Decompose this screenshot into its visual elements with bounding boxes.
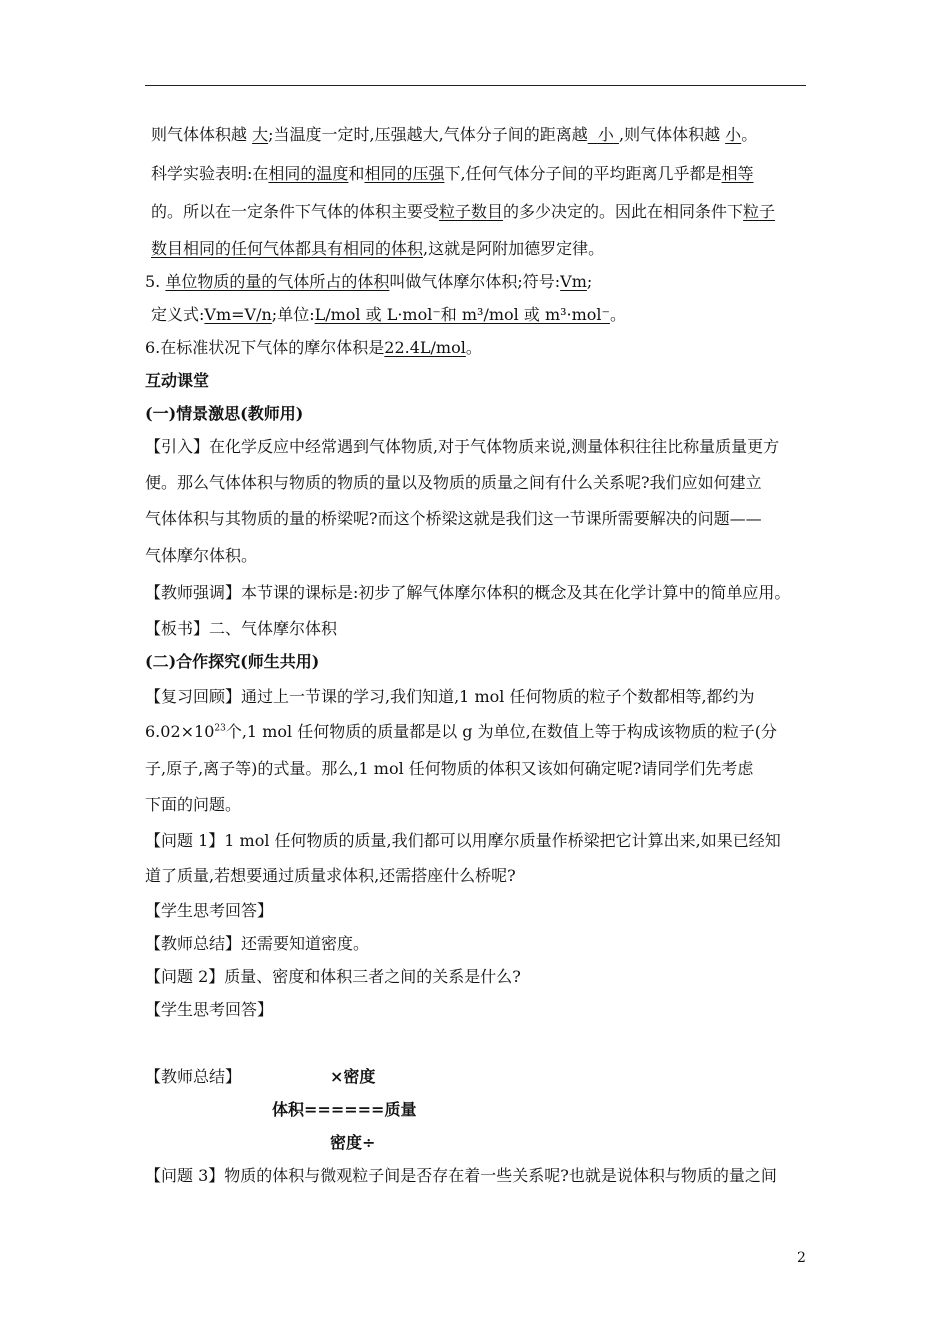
text-line-15: 【板书】二、气体摩尔体积 — [145, 619, 338, 638]
text-line-14: 【教师强调】本节课的课标是:初步了解气体摩尔体积的概念及其在化学计算中的简单应用。 — [145, 583, 791, 602]
text-line-19: 子,原子,离子等)的式量。那么,1 mol 任何物质的体积又该如何确定呢?请同学们先考虑 — [145, 759, 754, 778]
header-rule — [145, 85, 806, 86]
blank-answer: L/mol 或 L·mol⁻和 m³/mol 或 m³·mol⁻ — [314, 305, 610, 324]
text-line-1: 则气体体积越 大;当温度一定时,压强越大,气体分子间的距离越 小 ,则气体体积越 小。 — [151, 125, 758, 144]
blank-answer: 相同的压强 — [364, 164, 445, 183]
blank-answer: 小 — [597, 125, 614, 144]
text-line-25: 【问题 2】质量、密度和体积三者之间的关系是什么? — [145, 967, 521, 986]
page-number: 2 — [797, 1250, 806, 1266]
text-line-18: $6.02\times 10^{23}$个,1 mol 任何物质的质量都是以 g 为单位,在数值上等于构成该物质的粒子(分 — [145, 722, 777, 741]
text-line-20: 下面的问题。 — [145, 795, 242, 814]
subsection-heading: (一)情景激思(教师用) — [145, 404, 304, 423]
text-line-27: 【教师总结】 — [145, 1067, 242, 1086]
text-line-12: 气体体积与其物质的量的桥梁呢?而这个桥梁这就是我们这一节课所需要解决的问题—— — [145, 509, 762, 528]
subsection-heading: (二)合作探究(师生共用) — [145, 652, 320, 671]
text-line-21: 【问题 1】1 mol 任何物质的质量,我们都可以用摩尔质量作桥梁把它计算出来,如果已经知 — [145, 831, 781, 850]
diagram-volume-mass: 体积======质量 — [272, 1100, 417, 1119]
text-line-26: 【学生思考回答】 — [145, 1000, 274, 1019]
blank-answer: Vm=V/n — [204, 305, 272, 324]
blank-answer: 22.4L/mol — [384, 338, 466, 357]
blank-answer: 粒子数目 — [439, 202, 504, 221]
text-line-23: 【学生思考回答】 — [145, 901, 274, 920]
text-line-7: 6.在标准状况下气体的摩尔体积是22.4L/mol。 — [145, 338, 482, 357]
blank-answer: 单位物质的量的气体所占的体积 — [165, 272, 390, 291]
text-line-24: 【教师总结】还需要知道密度。 — [145, 934, 370, 953]
text-line-28: 【问题 3】物质的体积与微观粒子间是否存在着一些关系呢?也就是说体积与物质的量之间 — [145, 1166, 777, 1185]
text-line-4: 数目相同的任何气体都具有相同的体积,这就是阿附加德罗定律。 — [151, 239, 605, 258]
section-heading: 互动课堂 — [145, 371, 210, 390]
blank-answer: Vm — [560, 272, 587, 291]
text-line-2: 科学实验表明:在相同的温度和相同的压强下,任何气体分子间的平均距离几乎都是相等 — [151, 164, 754, 183]
blank-answer: 小 — [725, 125, 742, 144]
text-line-6: 定义式:Vm=V/n;单位:L/mol 或 L·mol⁻和 m³/mol 或 m³·mol⁻。 — [151, 305, 626, 324]
diagram-divide-density: 密度÷ — [330, 1133, 376, 1152]
text-line-13: 气体摩尔体积。 — [145, 546, 258, 565]
blank-answer: 数目相同的任何气体都具有相同的体积 — [151, 239, 424, 258]
blank-answer: 相同的温度 — [268, 164, 349, 183]
superscript: 23 — [214, 723, 226, 734]
blank-answer: 粒子 — [743, 202, 776, 221]
blank-answer: 大 — [252, 125, 269, 144]
text-line-17: 【复习回顾】通过上一节课的学习,我们知道,1 mol 任何物质的粒子个数都相等,都约为 — [145, 687, 755, 706]
text-line-10: 【引入】在化学反应中经常遇到气体物质,对于气体物质来说,测量体积往往比称量质量更方 — [145, 437, 780, 456]
text-line-3: 的。所以在一定条件下气体的体积主要受粒子数目的多少决定的。因此在相同条件下粒子 — [151, 202, 776, 221]
blank-answer: 相等 — [721, 164, 754, 183]
text-line-5: 5. 单位物质的量的气体所占的体积叫做气体摩尔体积;符号:Vm; — [145, 272, 593, 291]
text-line-22: 道了质量,若想要通过质量求体积,还需搭座什么桥呢? — [145, 866, 516, 885]
diagram-multiply-density: ×密度 — [330, 1067, 376, 1086]
text-line-11: 便。那么气体体积与物质的物质的量以及物质的质量之间有什么关系呢?我们应如何建立 — [145, 473, 762, 492]
